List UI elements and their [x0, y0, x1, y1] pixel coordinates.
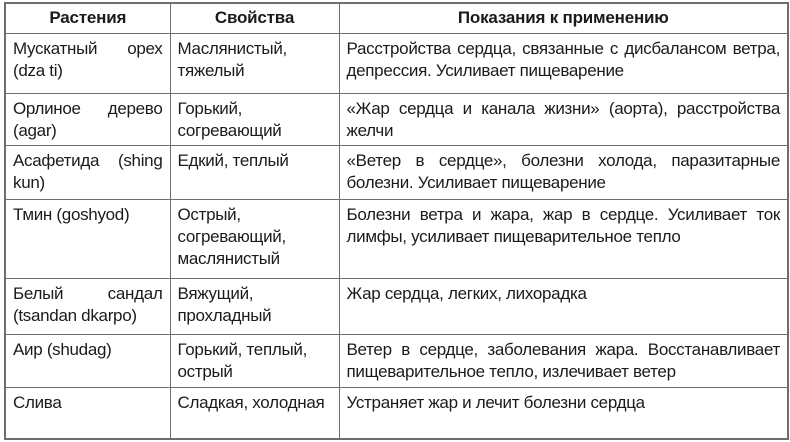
indications-cell: «Жар сердца и канала жизни» (аорта), расстройства желчи	[339, 93, 788, 145]
plant-cell: Слива	[5, 387, 170, 439]
plant-cell: Аир (shudag)	[5, 334, 170, 387]
properties-cell: Сладкая, холодная	[170, 387, 339, 439]
plant-cell: Мускатный орех (dza ti)	[5, 33, 170, 93]
plant-cell: Белый сандал (tsandan dkarpo)	[5, 278, 170, 334]
table-row	[5, 199, 788, 278]
properties-cell: Острый, согревающий, маслянистый	[170, 199, 339, 278]
herbs-table	[4, 2, 789, 440]
table-row	[5, 33, 788, 93]
header-row	[5, 3, 788, 33]
properties-cell: Горький, теплый, острый	[170, 334, 339, 387]
table-row	[5, 387, 788, 439]
indications-cell: «Ветер в сердце», болезни холода, паразитарные болезни. Усиливает пищеварение	[339, 145, 788, 199]
table-row	[5, 93, 788, 145]
indications-cell: Устраняет жар и лечит болезни сердца	[339, 387, 788, 439]
indications-cell: Болезни ветра и жара, жар в сердце. Усиливает ток лимфы, усиливает пищеварительное тепло	[339, 199, 788, 278]
indications-cell: Расстройства сердца, связанные с дисбалансом ветра, депрессия. Усиливает пищеварение	[339, 33, 788, 93]
plant-cell: Орлиное дерево (agar)	[5, 93, 170, 145]
column-header-indications: Показания к применению	[339, 3, 788, 33]
properties-cell: Едкий, теплый	[170, 145, 339, 199]
table-row	[5, 334, 788, 387]
column-header-properties: Свойства	[170, 3, 339, 33]
table-row	[5, 145, 788, 199]
plant-cell: Асафетида (shing kun)	[5, 145, 170, 199]
properties-cell: Маслянистый, тяжелый	[170, 33, 339, 93]
indications-cell: Жар сердца, легких, лихорадка	[339, 278, 788, 334]
table-row	[5, 278, 788, 334]
properties-cell: Горький, согревающий	[170, 93, 339, 145]
plant-cell: Тмин (goshyod)	[5, 199, 170, 278]
indications-cell: Ветер в сердце, заболевания жара. Восстанавливает пищеварительное тепло, излечивает ветер	[339, 334, 788, 387]
properties-cell: Вяжущий, прохладный	[170, 278, 339, 334]
column-header-plants: Растения	[5, 3, 170, 33]
